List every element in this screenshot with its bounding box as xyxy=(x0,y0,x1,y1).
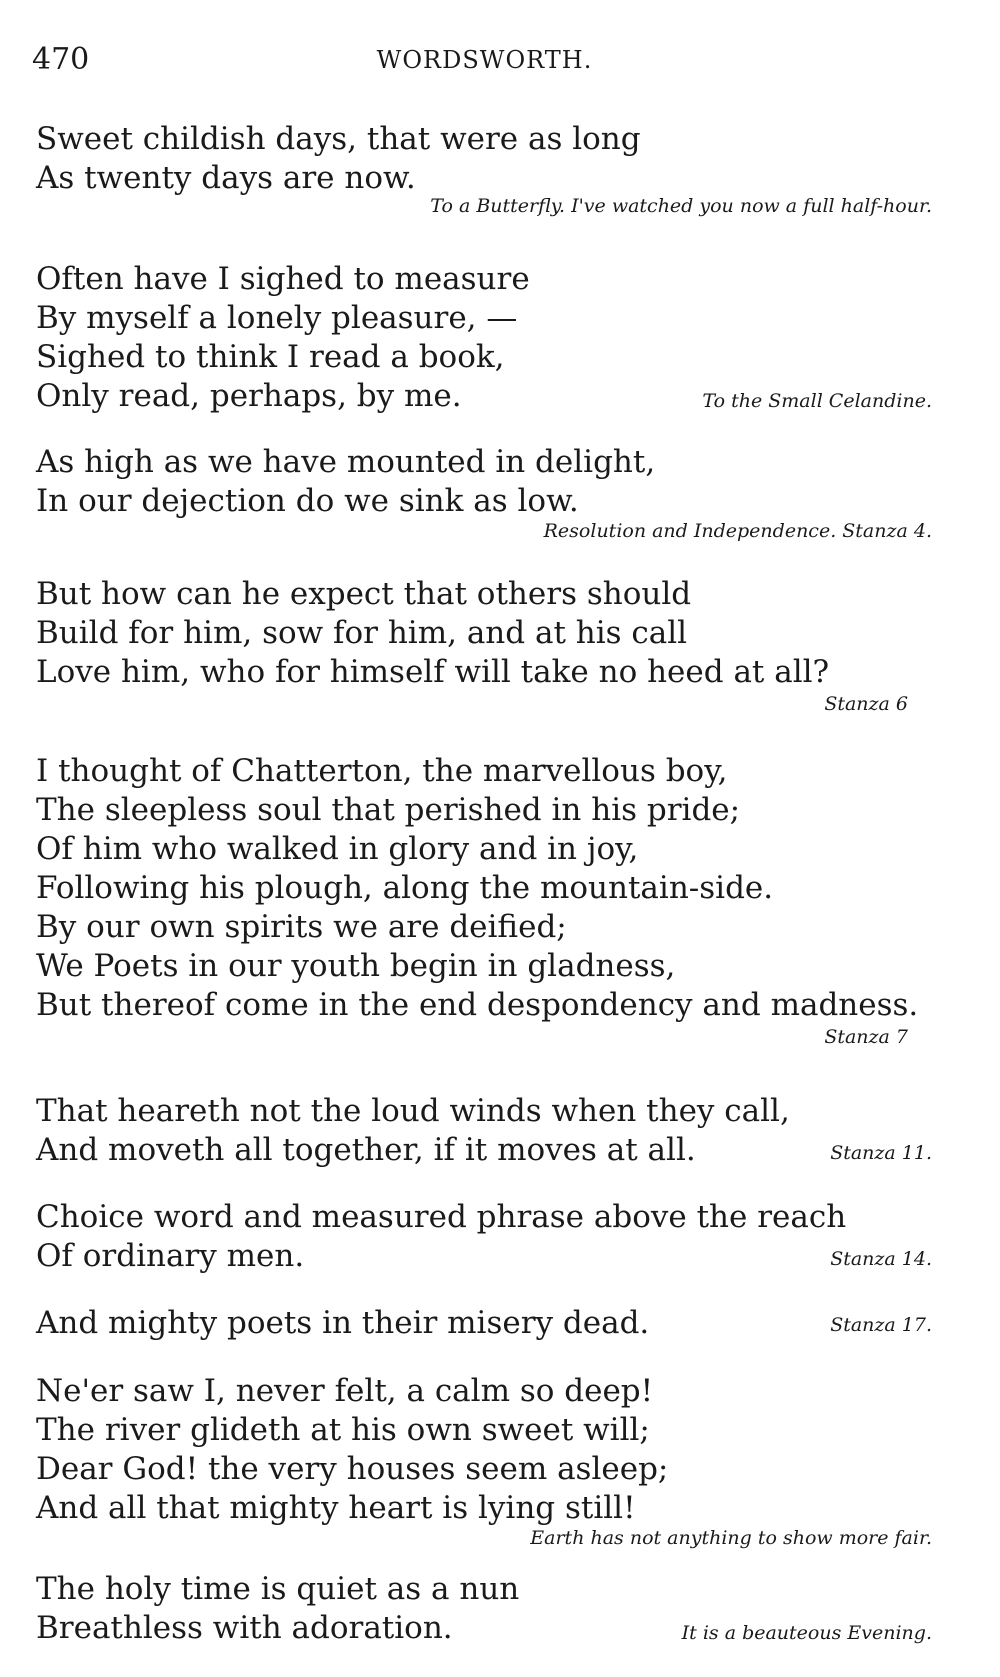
verse-line: The river glideth at his own sweet will; xyxy=(36,1412,650,1448)
verse-line: But thereof come in the end despondency and madness. xyxy=(36,987,919,1023)
quotation-block xyxy=(36,260,936,416)
citation: Stanza 11. xyxy=(830,1142,932,1164)
verse-line: And moveth all together, if it moves at all. xyxy=(36,1132,696,1168)
verse-line: I thought of Chatterton, the marvellous boy, xyxy=(36,753,728,789)
verse-line: Love him, who for himself will take no heed at all? xyxy=(36,654,830,690)
verse-line: The holy time is quiet as a nun xyxy=(36,1571,520,1607)
verse-line: The sleepless soul that perished in his pride; xyxy=(36,792,741,828)
verse-line: Following his plough, along the mountain-side. xyxy=(36,870,774,906)
quotation-block xyxy=(36,752,936,1051)
verse-line: Only read, perhaps, by me. xyxy=(36,378,462,414)
page-number: 470 xyxy=(32,42,90,77)
verse-line: Dear God! the very houses seem asleep; xyxy=(36,1451,669,1487)
page-header xyxy=(32,42,937,92)
quotation-block xyxy=(36,443,936,545)
verse-line: Build for him, sow for him, and at his call xyxy=(36,615,688,651)
verse-line: We Poets in our youth begin in gladness, xyxy=(36,948,676,984)
verse-line: Often have I sighed to measure xyxy=(36,261,530,297)
quotation-block xyxy=(36,1570,936,1648)
verse-line: Sweet childish days, that were as long xyxy=(36,121,641,157)
verse-line: By our own spirits we are deified; xyxy=(36,909,567,945)
verse-line: Of him who walked in glory and in joy, xyxy=(36,831,639,867)
quotation-block xyxy=(36,1092,936,1170)
quotation-block xyxy=(36,1304,936,1343)
verse-line: That heareth not the loud winds when they call, xyxy=(36,1093,790,1129)
citation: Stanza 17. xyxy=(830,1314,932,1336)
verse-line: As high as we have mounted in delight, xyxy=(36,444,656,480)
citation: It is a beauteous Evening. xyxy=(681,1622,932,1644)
citation: To a Butterfly. I've watched you now a full half-hour. xyxy=(430,195,932,217)
quotation-block xyxy=(36,120,936,220)
verse-line: But how can he expect that others should xyxy=(36,576,692,612)
quotation-block xyxy=(36,575,936,718)
verse-line: As twenty days are now. xyxy=(36,160,416,196)
citation: Earth has not anything to show more fair. xyxy=(530,1527,932,1549)
verse-line: Of ordinary men. xyxy=(36,1238,305,1274)
verse-line: In our dejection do we sink as low. xyxy=(36,483,579,519)
verse-line: Breathless with adoration. xyxy=(36,1610,453,1646)
verse-line: Ne'er saw I, never felt, a calm so deep! xyxy=(36,1373,654,1409)
verse-line: Choice word and measured phrase above the reach xyxy=(36,1199,847,1235)
citation: Stanza 14. xyxy=(830,1248,932,1270)
verse-line: Sighed to think I read a book, xyxy=(36,339,505,375)
verse-line: And mighty poets in their misery dead. xyxy=(36,1305,650,1341)
citation: Stanza 7 xyxy=(824,1026,908,1048)
citation: Resolution and Independence. Stanza 4. xyxy=(543,520,932,542)
citation: Stanza 6 xyxy=(824,693,908,715)
quotation-block xyxy=(36,1198,936,1276)
quotation-block xyxy=(36,1372,936,1552)
citation: To the Small Celandine. xyxy=(702,390,932,412)
verse-line: And all that mighty heart is lying still! xyxy=(36,1490,636,1526)
verse-line: By myself a lonely pleasure, — xyxy=(36,300,518,336)
running-title: WORDSWORTH. xyxy=(376,46,593,74)
